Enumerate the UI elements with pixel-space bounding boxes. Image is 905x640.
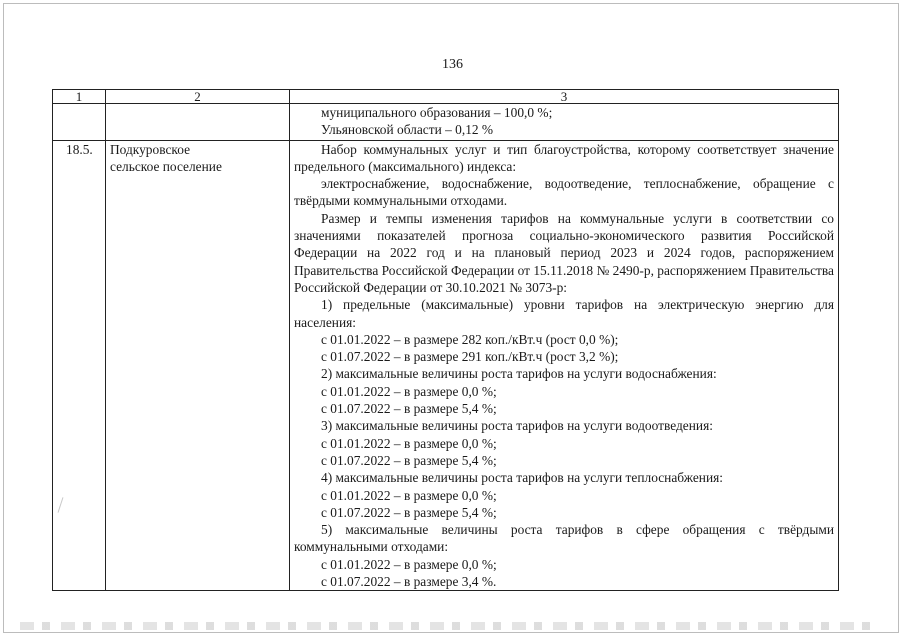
continuation-name-cell: [106, 104, 290, 141]
paragraph-heat-supply: 4) максимальные величины роста тарифов на услуги теплоснабжения:: [321, 470, 723, 486]
settlement-name-line: Подкуровское: [110, 141, 191, 157]
paragraph-tariff-basis: Размер и темпы изменения тарифов на коммунальные услуги в соответствии со значениями показателей прогноза социально-экономического развития Российской Федерации на 2022 год и на плановый период 2023 и 2024 годов, распоряжением Правительства Российской Федерации от 15.11.2018 № 2490-р, распоряжением Правительства Российской Федерации от 30.10.2021 № 3073-р:: [294, 210, 834, 295]
list-item: с 01.07.2022 – в размере 5,4 %;: [321, 504, 497, 520]
continuation-line: муниципального образования – 100,0 %;: [321, 105, 553, 120]
paragraph-water-supply: 2) максимальные величины роста тарифов на услуги водоснабжения:: [321, 366, 717, 382]
header-cell-3: 3: [290, 90, 839, 104]
continuation-number-cell: [53, 104, 106, 141]
list-item: с 01.07.2022 – в размере 291 коп./кВт.ч (рост 3,2 %);: [321, 349, 619, 365]
settlement-name-line: сельское поселение: [110, 158, 222, 174]
paragraph-services: электроснабжение, водоснабжение, водоотведение, теплоснабжение, обращение с твёрдыми коммунальными отходами.: [294, 176, 834, 209]
page-number: 136: [442, 57, 463, 72]
row-number: 18.5.: [53, 140, 106, 591]
tariff-table: [52, 89, 839, 591]
paragraph-intro: Набор коммунальных услуг и тип благоустройства, которому соответствует значение предельного (максимального) индекса:: [294, 141, 834, 174]
list-item: с 01.07.2022 – в размере 3,4 %.: [321, 574, 497, 590]
list-item: с 01.07.2022 – в размере 5,4 %;: [321, 452, 497, 468]
list-item: с 01.01.2022 – в размере 0,0 %;: [321, 435, 497, 451]
header-cell-2: 2: [106, 90, 290, 104]
settlement-name-cell: [106, 140, 290, 591]
list-item: с 01.01.2022 – в размере 0,0 %;: [321, 556, 497, 572]
tariff-content-cell: [290, 140, 839, 591]
continuation-line: Ульяновской области – 0,12 %: [321, 122, 494, 138]
table-header-row: [53, 90, 839, 104]
scan-edge-strip: [20, 622, 880, 630]
list-item: с 01.01.2022 – в размере 0,0 %;: [321, 487, 497, 503]
continuation-content-cell: [290, 104, 839, 141]
list-item: с 01.07.2022 – в размере 5,4 %;: [321, 401, 497, 417]
header-cell-1: 1: [53, 90, 106, 104]
continuation-row: [53, 104, 839, 141]
paragraph-electricity: 1) предельные (максимальные) уровни тарифов на электрическую энергию для населения:: [294, 297, 834, 330]
list-item: с 01.01.2022 – в размере 0,0 %;: [321, 383, 497, 399]
paragraph-solid-waste: 5) максимальные величины роста тарифов в сфере обращения с твёрдыми коммунальными отходами:: [294, 522, 834, 555]
list-item: с 01.01.2022 – в размере 282 коп./кВт.ч (рост 0,0 %);: [321, 331, 619, 347]
paragraph-sewerage: 3) максимальные величины роста тарифов на услуги водоотведения:: [321, 418, 713, 434]
table-row: [53, 140, 839, 591]
